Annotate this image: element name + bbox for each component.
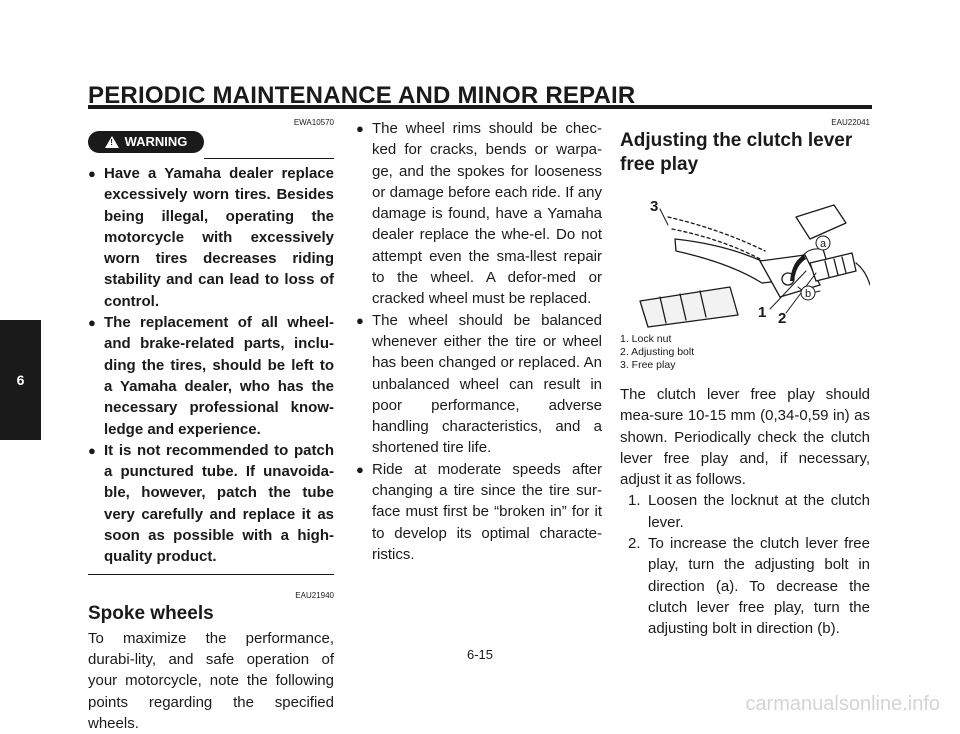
chapter-tab: [0, 320, 41, 440]
figure-label-lock-nut: 1: [758, 304, 767, 321]
warning-item: ● Have a Yamaha dealer replace excessively worn tires. Besides being illegal, operating the motorcycle with excessively worn tires decreases riding stability and can lead to loss of control.: [88, 163, 334, 312]
warning-label: WARNING: [124, 134, 188, 149]
warning-badge: [88, 131, 204, 153]
clutch-lever-illustration: [620, 189, 870, 329]
warning-rule: [204, 158, 334, 159]
clutch-lever-figure: [620, 189, 870, 329]
warning-code: EWA10570: [293, 118, 334, 127]
warning-header: [88, 131, 334, 157]
section-intro: To maximize the performance, durabi-lity, and safe operation of your motorcycle, note the following points regarding the specified wheels.: [88, 629, 334, 732]
warning-item: ● It is not recommended to patch a punctured tube. If unavoida-ble, however, patch the tube very carefully and replace it as soon as possible with a high-quality product.: [88, 440, 334, 568]
figure-label-direction-b: b: [804, 288, 812, 300]
clutch-steps: [620, 490, 870, 639]
wheel-note-item: ● The wheel should be balanced whenever either the tire or wheel has been changed or replaced. An unbalanced wheel can result in poor performance, adverse handling characteristics, and a shortened tire life.: [356, 310, 602, 459]
caption-adjusting-bolt: 2. Adjusting bolt: [620, 346, 695, 358]
column-right: [620, 118, 870, 640]
step-text: To increase the clutch lever free play, turn the adjusting bolt in direction (a). To decrease the clutch lever free play, turn the adjusting bolt in direction (b).: [648, 535, 870, 638]
step-number: 2.: [628, 535, 641, 553]
clutch-step: [620, 490, 870, 533]
warning-item: ● The replacement of all wheel- and brake-related parts, inclu-ding the tires, should be left to a Yamaha dealer, who has the necessary professional know-ledge and experience.: [88, 312, 334, 440]
wheel-note-item: ● Ride at moderate speeds after changing a tire since the tire sur-face must first be “broken in” for it to develop its optimal characte-ristics.: [356, 459, 602, 565]
header-rule: [88, 105, 872, 109]
figure-label-direction-a: a: [819, 238, 827, 250]
warning-icon: !: [105, 136, 119, 148]
wheel-notes-list: [356, 118, 602, 565]
step-number: 1.: [628, 492, 641, 510]
figure-captions: [620, 333, 870, 372]
page-number: 6-15: [466, 647, 494, 662]
step-text: Loosen the locknut at the clutch lever.: [648, 492, 870, 531]
caption-lock-nut: 1. Lock nut: [620, 333, 672, 345]
site-watermark: carmanualsonline.info: [745, 693, 940, 715]
page-header-title: PERIODIC MAINTENANCE AND MINOR REPAIR: [88, 82, 636, 109]
chapter-tab-label: 6: [16, 372, 25, 388]
clutch-step: [620, 533, 870, 639]
column-left: [88, 118, 334, 734]
section-code: EAU21940: [295, 590, 334, 600]
wheel-note-item: ● The wheel rims should be chec-ked for cracks, bends or warpa-ge, and the spokes for looseness or damage before each ride. If any damage is found, have a Yamaha dealer replace the whe-el. Do not attempt even the sma-llest repair to the wheel. A defor-med or cracked wheel must be replaced.: [356, 118, 602, 310]
caption-free-play: 3. Free play: [620, 359, 676, 371]
warning-list: [88, 163, 334, 568]
warning-end-rule: [88, 574, 334, 575]
figure-label-free-play: 3: [650, 198, 659, 215]
column-middle: [356, 118, 602, 565]
clutch-intro: The clutch lever free play should mea-sure 10-15 mm (0,34-0,59 in) as shown. Periodically check the clutch lever free play and, if necessary, adjust it as follows.: [620, 386, 870, 489]
figure-label-adjusting-bolt: 2: [778, 310, 787, 327]
section-title-clutch: Adjusting the clutch lever free play: [620, 130, 853, 175]
section-title-spoke-wheels: Spoke wheels: [88, 602, 214, 624]
clutch-section-code: EAU22041: [831, 118, 870, 127]
